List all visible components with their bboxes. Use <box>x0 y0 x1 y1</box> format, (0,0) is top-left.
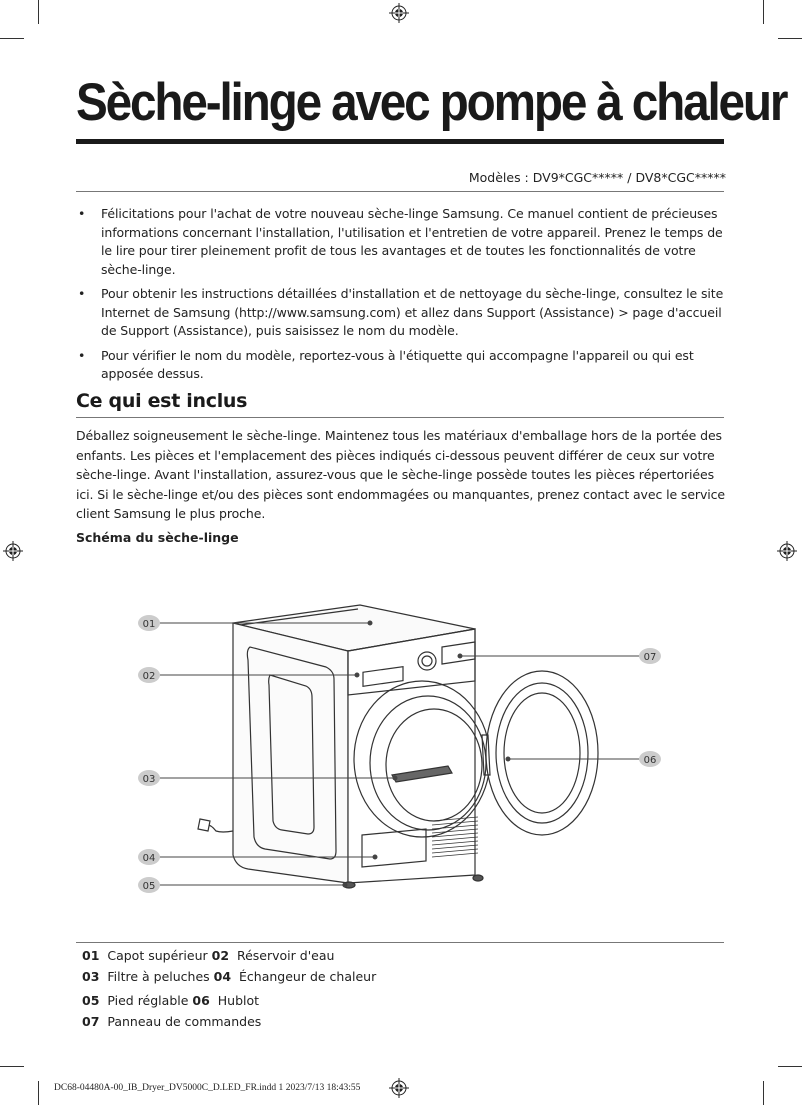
models-line: Modèles : DV9*CGC***** / DV8*CGC***** <box>468 170 726 185</box>
dryer-diagram <box>130 585 670 895</box>
legend-row <box>82 948 334 963</box>
legend-row <box>82 969 376 984</box>
crop-mark <box>38 0 39 24</box>
legend-label: Panneau de commandes <box>107 1014 262 1029</box>
crop-mark <box>778 1066 802 1067</box>
footer-filename: DC68-04480A-00_IB_Dryer_DV5000C_D.LED_FR.indd 1 <box>54 1083 284 1093</box>
section-paragraph: Déballez soigneusement le sèche-linge. Maintenez tous les matériaux d'emballage hors de la portée des enfants. Les pièces et l'emplacement des pièces indiqués ci-dessous peuvent différer de ceux sur votre sèche-linge. Avant l'installation, assurez-vous que le sèche-linge possède toutes les pièces répertoriées ici. Si le sèche-linge et/ou des pièces sont endommagées ou manquantes, prenez contact avec le service client Samsung le plus proche. <box>76 428 726 521</box>
callout-04: 04 <box>142 853 156 864</box>
page-title: Sèche-linge avec pompe à chaleur <box>76 73 787 132</box>
crop-mark <box>763 1081 764 1105</box>
legend-row <box>82 1014 261 1029</box>
registration-mark-icon <box>389 1078 409 1098</box>
legend-number: 06 <box>192 993 210 1008</box>
legend-label: Pied réglable <box>107 993 189 1008</box>
intro-bullet-list <box>76 205 726 390</box>
callout-01: 01 <box>142 619 156 630</box>
crop-mark <box>38 1081 39 1105</box>
bullet-item: • Pour obtenir les instructions détaillées d'installation et de nettoyage du sèche-linge, consultez le site Internet de Samsung (http://www.samsung.com) et allez dans Support (Assistance) > page d'accueil de Support (Assistance), puis saisissez le nom du modèle. <box>76 285 726 341</box>
dryer-illustration-icon <box>198 605 598 888</box>
legend-label: Échangeur de chaleur <box>239 969 377 984</box>
bullet-item: • Pour vérifier le nom du modèle, reportez-vous à l'étiquette qui accompagne l'appareil ou qui est apposée dessus. <box>76 347 726 384</box>
legend-number: 05 <box>82 993 100 1008</box>
registration-mark-icon <box>389 3 409 23</box>
legend-label: Capot supérieur <box>107 948 208 963</box>
legend-number: 07 <box>82 1014 100 1029</box>
crop-mark <box>778 38 802 39</box>
legend-label: Filtre à peluches <box>107 969 210 984</box>
legend-row <box>82 993 259 1008</box>
legend-label: Hublot <box>217 993 260 1008</box>
divider <box>76 191 724 192</box>
footer-timestamp: 2023/7/13 18:43:55 <box>285 1083 361 1093</box>
print-footer <box>54 1083 360 1093</box>
legend-label: Réservoir d'eau <box>236 948 335 963</box>
registration-mark-icon <box>3 541 23 561</box>
legend-number: 02 <box>211 948 230 963</box>
callout-07: 07 <box>643 652 657 663</box>
callout-06: 06 <box>643 755 657 766</box>
bullet-item: • Félicitations pour l'achat de votre nouveau sèche-linge Samsung. Ce manuel contient de précieuses informations concernant l'installation, l'utilisation et l'entretien de votre appareil. Prenez le temps de le lire pour tirer pleinement profit de tous les avantages et de toutes les fonctionnalités de votre sèche-linge. <box>76 205 726 279</box>
legend-number: 01 <box>82 948 100 963</box>
legend-rule <box>76 942 724 943</box>
legend-number: 03 <box>82 969 100 984</box>
section-title: Ce qui est inclus <box>76 390 248 412</box>
section-rule <box>76 417 724 418</box>
crop-mark <box>0 1066 24 1067</box>
callout-05: 05 <box>142 881 156 892</box>
registration-mark-icon <box>777 541 797 561</box>
title-rule <box>76 139 724 144</box>
diagram-title: Schéma du sèche-linge <box>76 530 239 545</box>
crop-mark <box>763 0 764 24</box>
callout-02: 02 <box>142 671 156 682</box>
callout-03: 03 <box>142 774 156 785</box>
crop-mark <box>0 38 24 39</box>
legend-number: 04 <box>213 969 232 984</box>
